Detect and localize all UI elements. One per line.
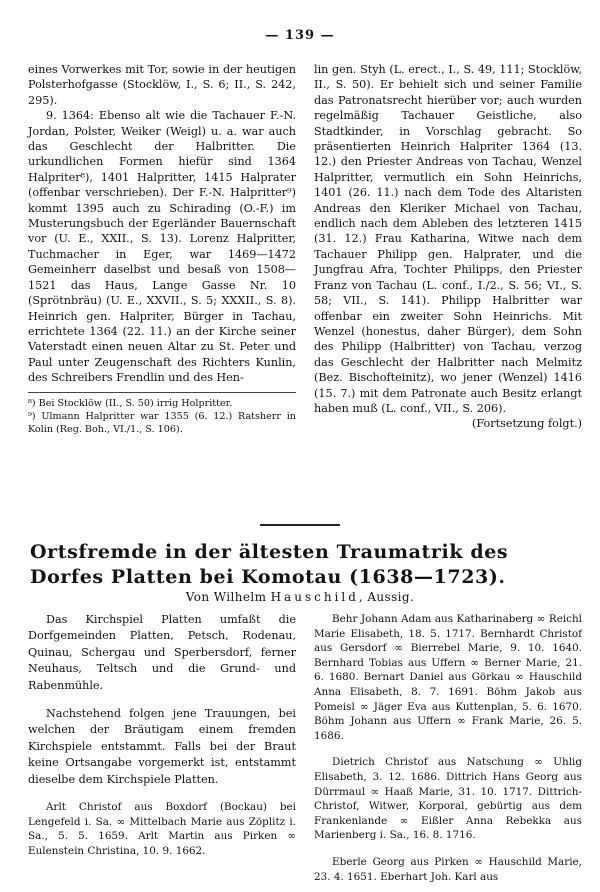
byline-name: Hauschild [270, 590, 359, 604]
paragraph: eines Vorwerkes mit Tor, sowie in der heutigen Polsterhofgasse (Stocklöw, I., S. 6; II., S. 242, 295). [28, 63, 296, 107]
left-column-bottom [28, 612, 296, 858]
spacer [28, 788, 296, 800]
paragraph: Eberle Georg aus Pirken ∞ Hauschild Marie, 23. 4. 1651. Eberhart Joh. Karl aus [314, 855, 582, 883]
paragraph: Das Kirchspiel Platten umfaßt die Dorfgemeinden Platten, Petsch, Rodenau, Quinau, Schergau und Sperbersdorf, ferner Neuhaus, Teltsch und die Grund- und Rabenmühle. [28, 613, 296, 692]
spacer [314, 743, 582, 755]
paragraph: Behr Johann Adam aus Katharinaberg ∞ Reichl Marie Elisabeth, 18. 5. 1717. Bernhardt Christof aus Gersdorf ∞ Bierrebel Marie, 9. 10. 1640. Bernhard Tobias aus Uffern ∞ Berner Marie, 21. 6. 1680. Bernart Daniel aus Görkau ∞ Hauschild Anna Elisabeth, 8. 7. 1691. Böhm Jakob aus Pomeisl ∞ Jäger Eva aus Kuttenplan, 5. 6. 1670. Böhm Johann aus Uffern ∞ Frank Marie, 26. 5. 1686. [314, 613, 582, 742]
page-number: — 139 — [265, 28, 335, 43]
byline-suffix: , Aussig. [358, 590, 415, 604]
continued-note: (Fortsetzung folgt.) [471, 417, 582, 431]
paragraph: Dietrich Christof aus Natschung ∞ Uhlig Elisabeth, 3. 12. 1686. Dittrich Hans Georg aus Dürrmaul ∞ Haaß Marie, 31. 10. 1717. Dittrich-Christof, Witwer, Korporal, gebürtig aus dem Frankenlande ∞ Eißler Anna Rebekka aus Marienberg i. Sa., 16. 8. 1716. [314, 756, 582, 842]
footnote: ⁹) Ulmann Halpritter war 1355 (6. 12.) Ratsherr in Kolin (Reg. Boh., VI./1., S. 106). [28, 410, 296, 435]
paragraph: lin gen. Styh (L. erect., I., S. 49, 111; Stocklöw, II., S. 50). Er behielt sich und seiner Familie das Patronatsrecht hierüber vor; auch wurden regelmäßig Tachauer Geistliche, also Stadtkinder, in Vorschlag gebracht. So präsentierten Heinrich Halpriter 1364 (13. 12.) den Priester Andreas von Tachau, Wenzel Halpritter, vermutlich ein Sohn Heinrichs, 1401 (26. 11.) nach dem Tode des Altaristen Andreas den Kleriker Michael von Tachau, endlich nach dem Ableben des letzteren 1415 (31. 12.) Frau Katharina, Witwe nach dem Tachauer Philipp gen. Halprater, und die Jungfrau Afra, Tochter Philipps, den Priester Franz von Tachau (L. conf., I./2., S. 56; VI., S. 58; VII., S. 141). Philipp Halbritter war offenbar ein zweiter Sohn Heinrichs. Mit Wenzel (honestus, daher Bürger), dem Sohn des Philipp (Halbritter) von Tachau, verzog das Geschlecht der Halbritter nach Melmitz (Bez. Bischofteinitz), wo jener (Wenzel) 1416 (15. 7.) mit dem Patronate auch Besitz erlangt haben muß (L. conf., VII., S. 206). [314, 63, 582, 415]
footnotes [28, 392, 296, 436]
footnote: ⁸) Bei Stocklöw (II., S. 50) irrig Holpritter. [28, 397, 233, 409]
paragraph: Nachstehend folgen jene Trauungen, bei welchen der Bräutigam einem fremden Kirchspiele entstammt. Falls bei der Braut keine Ortsangabe vorgemerkt ist, entstammt dieselbe dem Kirchspiele Platten. [28, 707, 296, 786]
byline [0, 590, 600, 604]
left-column-top [28, 62, 296, 436]
section-divider [260, 524, 340, 526]
byline-prefix: Von Wilhelm [185, 590, 267, 604]
spacer [28, 694, 296, 706]
spacer [314, 843, 582, 855]
paragraph: Arlt Christof aus Boxdorf (Bockau) bei Lengefeld i. Sa. ∞ Mittelbach Marie aus Zöplitz i. Sa., 5. 5. 1659. Arlt Martin aus Pirken ∞ Eulenstein Christina, 10. 9. 1662. [28, 801, 296, 857]
right-column-top [314, 62, 582, 432]
article-title: Ortsfremde in der ältesten Traumatrik des Dorfes Platten bei Komotau (1638—1723). [30, 541, 509, 588]
paragraph: 9. 1364: Ebenso alt wie die Tachauer F.-N. Jordan, Polster, Weiker (Weigl) u. a. war auch das Geschlecht der Halbritter. Die urkundlichen Formen hiefür sind 1364 Halpriter⁸), 1401 Halpritter, 1415 Halprater (offenbar verschrieben). Der F.-N. Halpritter⁹) kommt 1395 auch zu Schirading (O.-F.) im Musterungsbuch der Egerländer Bauernschaft vor (U. E., XXII., S. 13). Lorenz Halpritter, Tuchmacher in Eger, war 1469—1472 Gemeinherr daselbst und besaß von 1508—1521 das Haus, Lange Gasse Nr. 10 (Sprötnbräu) (U. E., XXVII., S. 5; XXXII., S. 8). Heinrich gen. Halpriter, Bürger in Tachau, errichtete 1364 (22. 11.) an der Kirche seiner Vaterstadt einen neuen Altar zu St. Peter und Paul unter Zeugenschaft des Richters Kunlin, des Schreibers Frendlin und des Hen- [28, 109, 296, 385]
right-column-bottom [314, 612, 582, 884]
